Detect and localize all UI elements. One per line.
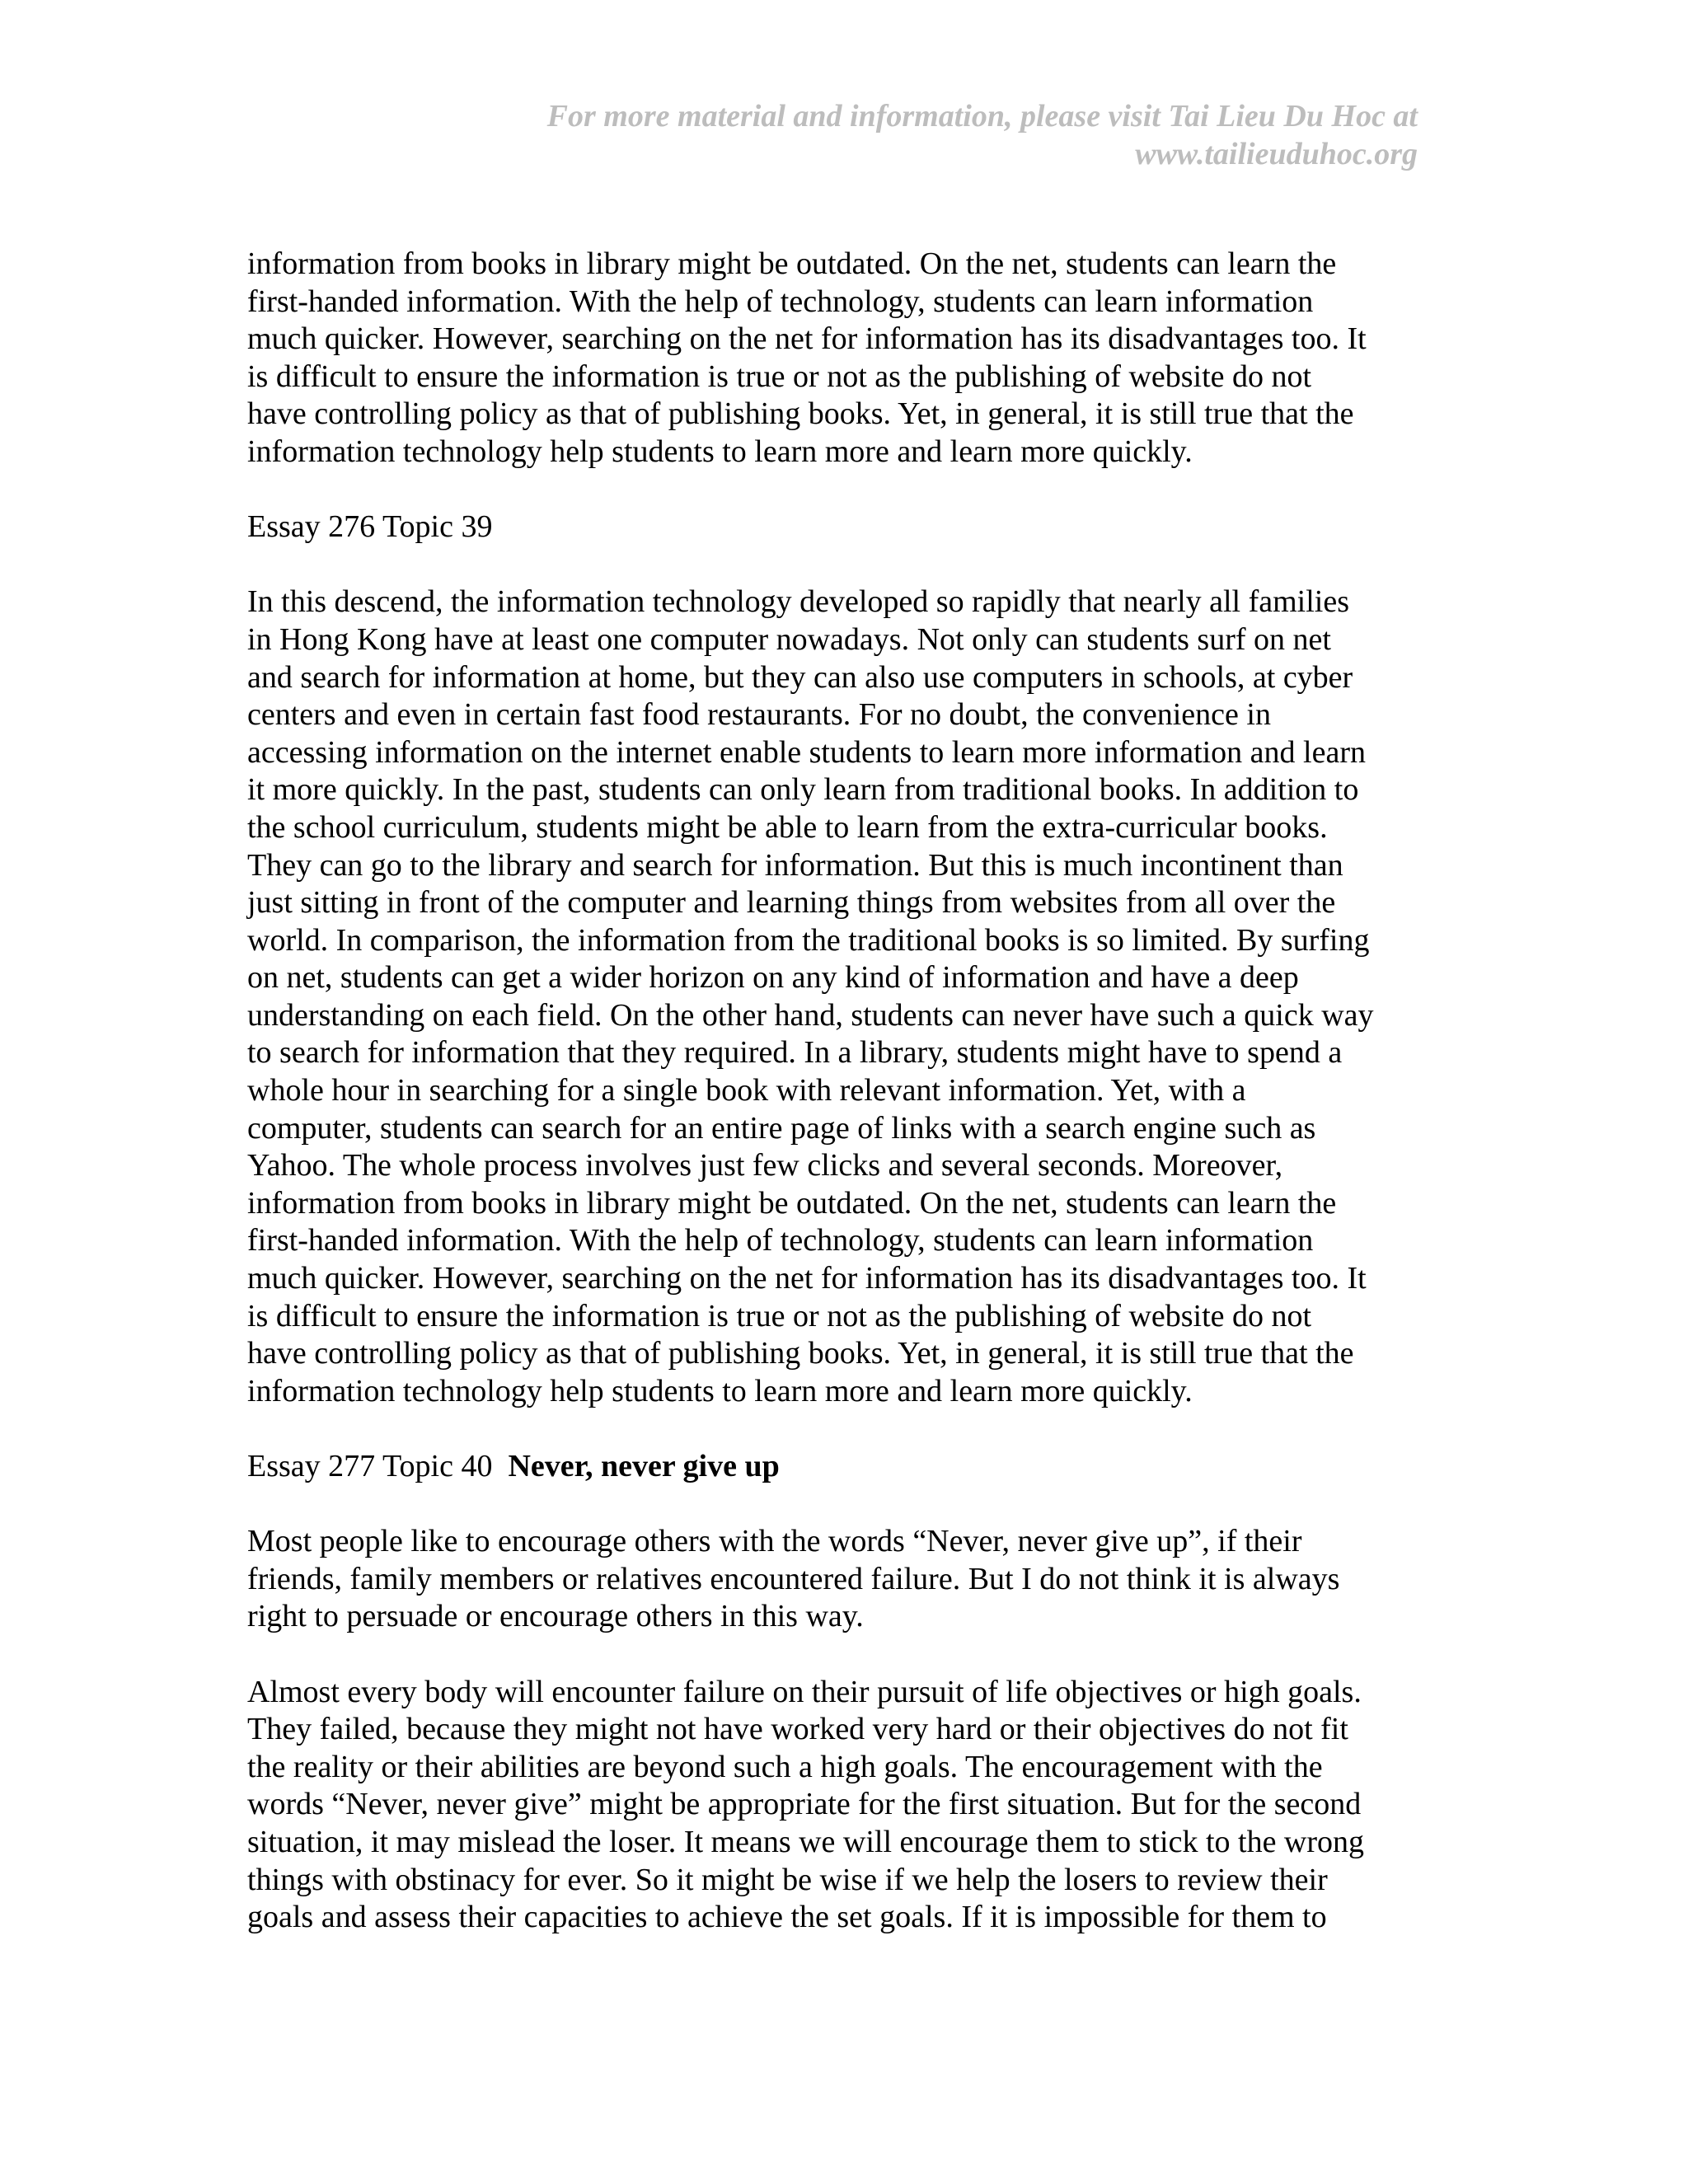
essay-277-body-paragraph xyxy=(247,1674,1442,1937)
text-line: understanding on each field. On the other hand, students can never have such a quick way xyxy=(247,997,1374,1033)
essay-277-heading-line xyxy=(247,1448,1442,1486)
text-line: and search for information at home, but they can also use computers in schools, at cyber xyxy=(247,659,1353,695)
text-line: information from books in library might be outdated. On the net, students can learn the xyxy=(247,1185,1337,1221)
text-line: information technology help students to learn more and learn more quickly. xyxy=(247,434,1193,469)
text-line: to search for information that they required. In a library, students might have to spend a xyxy=(247,1035,1343,1071)
text-line: In this descend, the information technology developed so rapidly that nearly all families xyxy=(247,584,1350,620)
text-line: have controlling policy as that of publishing books. Yet, in general, it is still true that the xyxy=(247,396,1354,432)
paragraph-spacer xyxy=(247,1636,1442,1674)
paragraph-spacer xyxy=(247,1486,1442,1524)
paragraph-continued xyxy=(247,246,1442,471)
essay-276-paragraph xyxy=(247,583,1442,1410)
text-line: Most people like to encourage others with the words “Never, never give up”, if their xyxy=(247,1524,1302,1559)
text-line: the reality or their abilities are beyond such a high goals. The encouragement with the xyxy=(247,1749,1323,1784)
text-line: right to persuade or encourage others in this way. xyxy=(247,1599,864,1634)
text-line: is difficult to ensure the information is true or not as the publishing of website do not xyxy=(247,359,1312,394)
essay-277-intro-paragraph xyxy=(247,1523,1442,1636)
text-line: much quicker. However, searching on the net for information has its disadvantages too. It xyxy=(247,321,1367,357)
essay-277-title: Never, never give up xyxy=(508,1449,780,1483)
text-line: Yahoo. The whole process involves just few clicks and several seconds. Moreover, xyxy=(247,1148,1283,1183)
text-line: the school curriculum, students might be able to learn from the extra-curricular books. xyxy=(247,809,1328,845)
paragraph-spacer xyxy=(247,471,1442,509)
header-line-1: For more material and information, please visit Tai Lieu Du Hoc at xyxy=(546,99,1418,134)
text-line: computer, students can search for an entire page of links with a search engine such as xyxy=(247,1110,1316,1146)
text-line: on net, students can get a wider horizon on any kind of information and have a deep xyxy=(247,960,1299,996)
text-line: just sitting in front of the computer and learning things from websites from all over the xyxy=(247,885,1336,921)
text-line: centers and even in certain fast food restaurants. For no doubt, the convenience in xyxy=(247,697,1271,733)
text-line: things with obstinacy for ever. So it might be wise if we help the losers to review their xyxy=(247,1862,1328,1897)
page-header xyxy=(429,97,1418,173)
text-line: whole hour in searching for a single book with relevant information. Yet, with a xyxy=(247,1073,1246,1108)
text-line: Almost every body will encounter failure on their pursuit of life objectives or high goals. xyxy=(247,1674,1362,1709)
text-line: much quicker. However, searching on the net for information has its disadvantages too. It xyxy=(247,1261,1367,1296)
text-line: They failed, because they might not have worked very hard or their objectives do not fit xyxy=(247,1712,1348,1747)
text-line: accessing information on the internet enable students to learn more information and learn xyxy=(247,734,1366,770)
text-line: goals and assess their capacities to achieve the set goals. If it is impossible for them to xyxy=(247,1900,1327,1935)
essay-277-heading: Essay 277 Topic 40 xyxy=(247,1449,493,1483)
text-line: it more quickly. In the past, students can only learn from traditional books. In addition to xyxy=(247,772,1359,808)
paragraph-spacer xyxy=(247,546,1442,584)
text-line: words “Never, never give” might be appropriate for the first situation. But for the second xyxy=(247,1787,1362,1822)
text-line: first-handed information. With the help of technology, students can learn information xyxy=(247,1223,1314,1258)
essay-276-heading: Essay 276 Topic 39 xyxy=(247,509,493,545)
text-line: have controlling policy as that of publishing books. Yet, in general, it is still true that the xyxy=(247,1336,1354,1371)
text-line: information technology help students to learn more and learn more quickly. xyxy=(247,1373,1193,1408)
text-line: is difficult to ensure the information is true or not as the publishing of website do not xyxy=(247,1298,1312,1333)
text-line: situation, it may mislead the loser. It means we will encourage them to stick to the wrong xyxy=(247,1824,1365,1859)
text-line: in Hong Kong have at least one computer nowadays. Not only can students surf on net xyxy=(247,621,1331,657)
document-body xyxy=(247,246,1442,1937)
text-line: information from books in library might be outdated. On the net, students can learn the xyxy=(247,246,1337,281)
paragraph-spacer xyxy=(247,1410,1442,1448)
text-line: They can go to the library and search for information. But this is much incontinent than xyxy=(247,847,1343,883)
text-line: first-handed information. With the help of technology, students can learn information xyxy=(247,284,1314,319)
header-link-url[interactable]: www.tailieuduhoc.org xyxy=(1135,137,1418,171)
text-line: world. In comparison, the information from the traditional books is so limited. By surfing xyxy=(247,922,1370,958)
text-line: friends, family members or relatives encountered failure. But I do not think it is always xyxy=(247,1561,1340,1596)
